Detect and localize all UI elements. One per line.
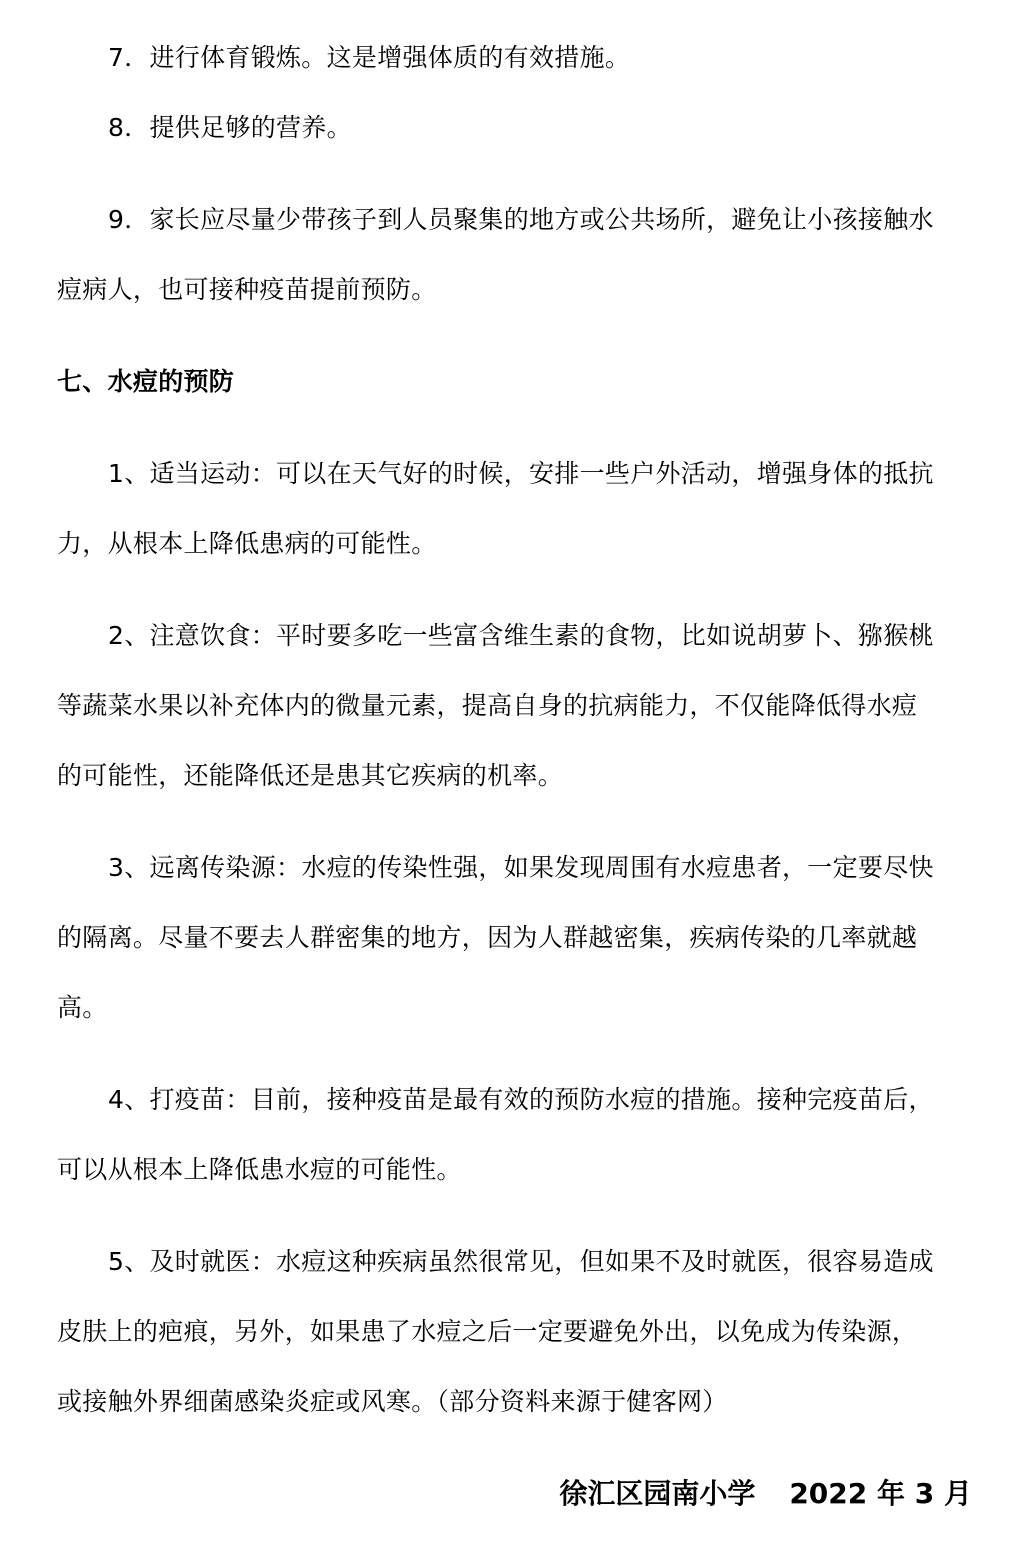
document-date: 2022 年 3 月 (789, 1477, 972, 1510)
school-name: 徐汇区园南小学 (559, 1477, 756, 1510)
prevention-item-1-line-2: 力，从根本上降低患病的可能性。 (57, 529, 437, 558)
prevention-item-2-line-3: 的可能性，还能降低还是患其它疾病的机率。 (57, 761, 564, 790)
prevention-item-3-line-3: 高。 (57, 993, 108, 1022)
prevention-item-1-line-1: 1、适当运动：可以在天气好的时候，安排一些户外活动，增强身体的抵抗 (108, 459, 934, 488)
prevention-item-4-line-1: 4、打疫苗：目前，接种疫苗是最有效的预防水痘的措施。接种完疫苗后， (108, 1085, 934, 1114)
list-item-8: 8．提供足够的营养。 (108, 113, 352, 142)
prevention-item-2-line-1: 2、注意饮食：平时要多吃一些富含维生素的食物，比如说胡萝卜、猕猴桃 (108, 621, 934, 650)
prevention-item-4-line-2: 可以从根本上降低患水痘的可能性。 (57, 1155, 462, 1184)
list-item-7: 7．进行体育锻炼。这是增强体质的有效措施。 (108, 43, 631, 72)
signature-footer (559, 1474, 972, 1514)
prevention-item-5-line-3: 或接触外界细菌感染炎症或风寒。（部分资料来源于健客网） (57, 1387, 728, 1416)
prevention-item-2-line-2: 等蔬菜水果以补充体内的微量元素，提高自身的抗病能力，不仅能降低得水痘 (57, 691, 918, 720)
list-item-9-line-2: 痘病人，也可接种疫苗提前预防。 (57, 275, 437, 304)
list-item-9-line-1: 9．家长应尽量少带孩子到人员聚集的地方或公共场所，避免让小孩接触水 (108, 205, 934, 234)
prevention-item-3-line-2: 的隔离。尽量不要去人群密集的地方，因为人群越密集，疾病传染的几率就越 (57, 923, 918, 952)
prevention-item-3-line-1: 3、远离传染源：水痘的传染性强，如果发现周围有水痘患者，一定要尽快 (108, 853, 934, 882)
prevention-item-5-line-2: 皮肤上的疤痕，另外，如果患了水痘之后一定要避免外出，以免成为传染源， (57, 1317, 918, 1346)
section-heading: 七、水痘的预防 (57, 367, 235, 396)
prevention-item-5-line-1: 5、及时就医：水痘这种疾病虽然很常见，但如果不及时就医，很容易造成 (108, 1247, 934, 1276)
